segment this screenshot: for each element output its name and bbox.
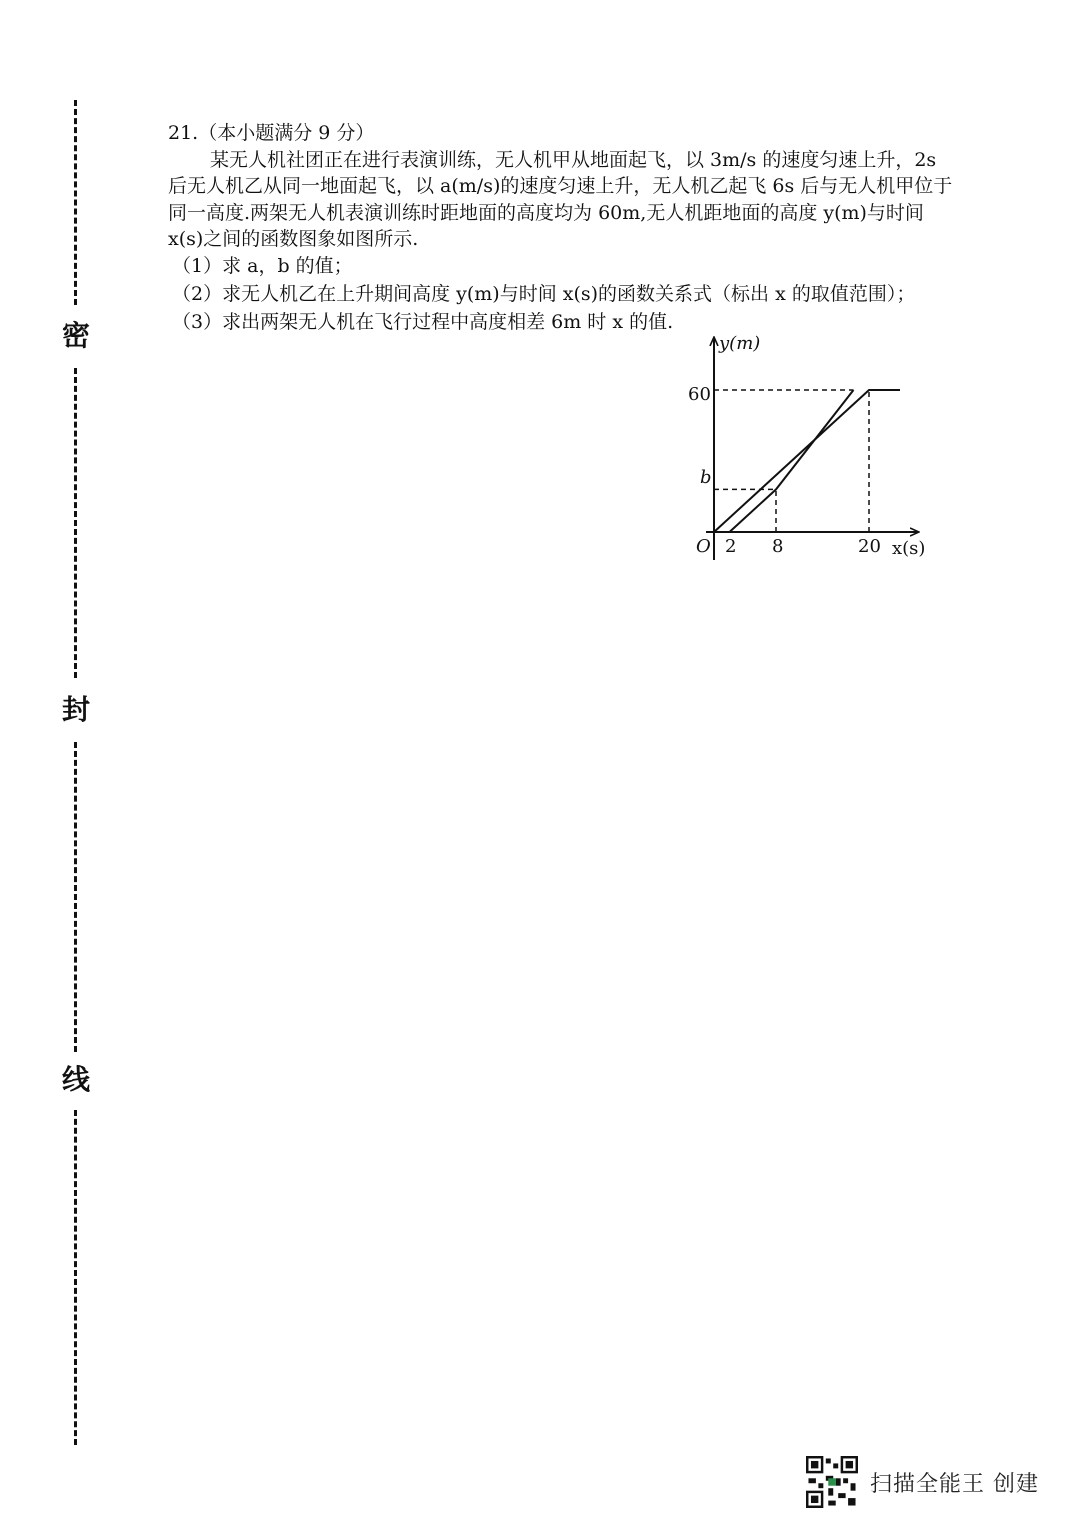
series-line-1 xyxy=(714,390,900,532)
origin-label: O xyxy=(696,536,711,557)
sub-question-1: （1）求 a，b 的值； xyxy=(172,254,353,277)
qr-code-icon xyxy=(806,1456,858,1508)
binding-char-xian: 线 xyxy=(58,1062,94,1098)
scanner-watermark xyxy=(806,1452,1039,1512)
binding-dashed-line xyxy=(74,368,77,678)
y-axis-label: y(m) xyxy=(719,333,761,354)
x-tick-2: 2 xyxy=(725,536,737,557)
binding-dashed-line xyxy=(74,100,77,305)
question-header: 21.（本小题满分 9 分） xyxy=(168,122,375,144)
watermark-text: 扫描全能王 创建 xyxy=(870,1471,1039,1497)
binding-dashed-line xyxy=(74,742,77,1052)
graph-svg xyxy=(680,322,950,572)
x-axis-label: x(s) xyxy=(892,538,926,559)
x-tick-8: 8 xyxy=(772,536,784,557)
sub-question-3: （3）求出两架无人机在飞行过程中高度相差 6m 时 x 的值. xyxy=(172,310,674,333)
y-tick-b: b xyxy=(700,467,712,488)
y-tick-60: 60 xyxy=(688,384,711,405)
function-graph xyxy=(680,322,950,572)
binding-char-feng: 封 xyxy=(58,692,94,728)
question-paragraph: 某无人机社团正在进行表演训练，无人机甲从地面起飞，以 3m/s 的速度匀速上升，2s 后无人机乙从同一地面起飞，以 a(m/s)的速度匀速上升，无人机乙起飞 6s 后与无人机甲位于同一高度.两架无人机表演训练时距地面的高度均为 60m,无人机距地面的高度 y(m)与时间 x(s)之间的函数图象如图所示. xyxy=(168,148,953,250)
question-21 xyxy=(168,120,958,336)
binding-margin xyxy=(58,100,94,1450)
binding-dashed-line xyxy=(74,1110,77,1445)
binding-char-mi: 密 xyxy=(58,318,94,354)
sub-question-2: （2）求无人机乙在上升期间高度 y(m)与时间 x(s)的函数关系式（标出 x 的取值范围）； xyxy=(172,282,916,305)
x-tick-20: 20 xyxy=(858,536,881,557)
